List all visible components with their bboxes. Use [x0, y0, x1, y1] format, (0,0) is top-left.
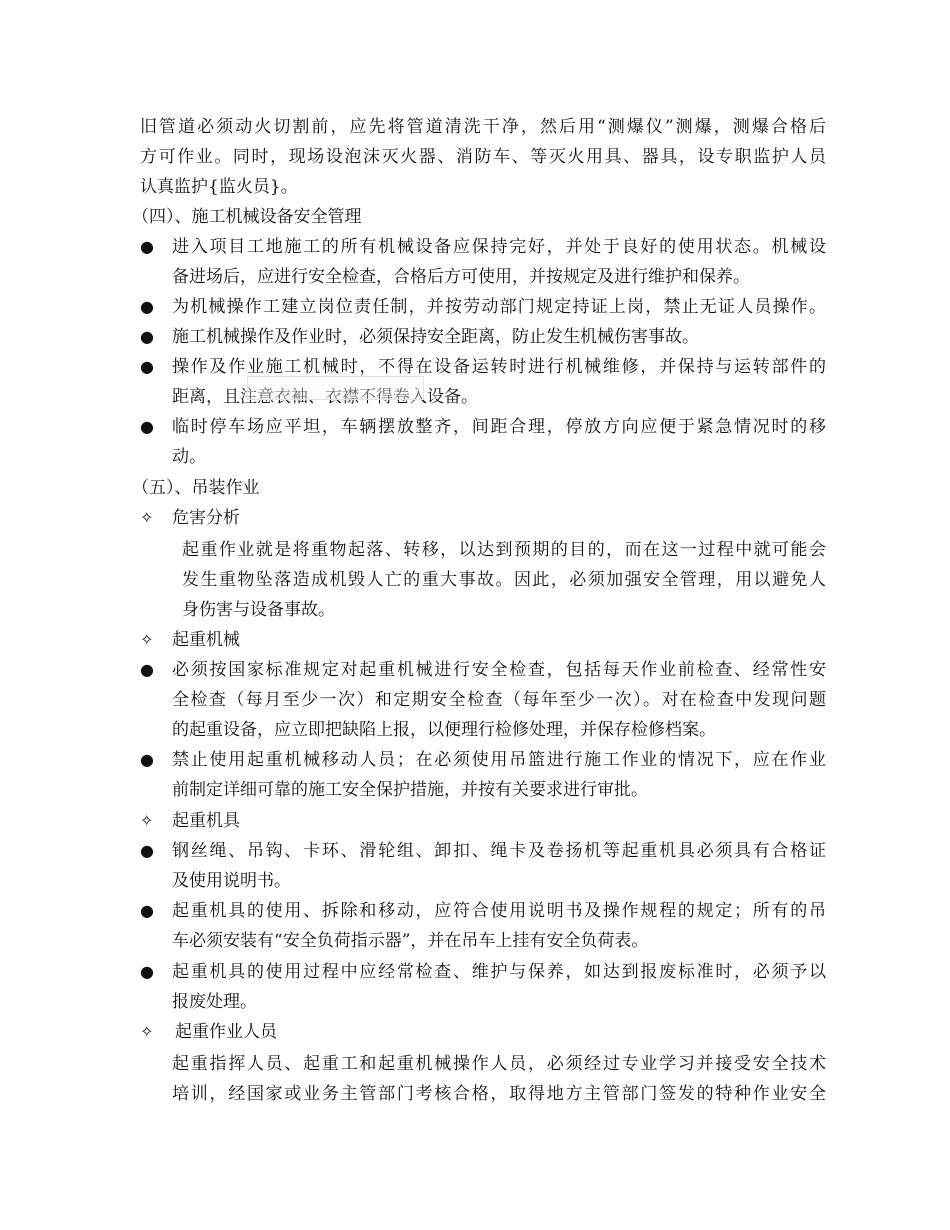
- diamond-marker: ✧: [140, 630, 154, 649]
- machinery-bullet2-line2: 前制定详细可靠的施工安全保护措施，并按有关要求进行审批。: [172, 780, 648, 800]
- s4-bullet5-line2: 动。: [172, 447, 206, 467]
- personnel-line-1: 起重指挥人员、起重工和起重机械操作人员，必须经过专业学习并接受安全技术: [172, 1054, 826, 1074]
- s4-bullet1-line2: 备进场后，应进行安全检查，合格后方可使用，并按规定及进行维护和保养。: [172, 267, 750, 287]
- s4-bullet2-line1: 为机械操作工建立岗位责任制，并按劳动部门规定持证上岗，禁止无证人员操作。: [172, 297, 826, 317]
- bullet-dot: ●: [140, 901, 154, 920]
- s4-bullet4-line2: 距离，且注意衣袖、衣襟不得卷入设备。: [172, 387, 478, 407]
- diamond-marker: ✧: [140, 508, 154, 527]
- watermark-box: [247, 376, 424, 400]
- machinery-bullet1-line3: 的起重设备，应立即把缺陷上报，以便理行检修处理，并保存检修档案。: [172, 720, 716, 740]
- bullet-dot: ●: [140, 357, 154, 376]
- subheading-machinery: 起重机械: [172, 630, 240, 650]
- hazard-line-1: 起重作业就是将重物起落、转移，以达到预期的目的，而在这一过程中就可能会: [182, 540, 826, 560]
- section-heading-4: （四）、施工机械设备安全管理: [132, 207, 362, 227]
- subheading-hazard: 危害分析: [172, 508, 240, 528]
- bullet-dot: ●: [140, 841, 154, 860]
- tools-bullet2-line1: 起重机具的使用、拆除和移动，应符合使用说明书及操作规程的规定；所有的吊: [172, 901, 826, 921]
- bullet-dot: ●: [140, 327, 154, 346]
- intro-line-3: 认真监护{监火员}。: [140, 177, 298, 197]
- hazard-line-3: 身伤害与设备事故。: [182, 600, 335, 620]
- bullet-dot: ●: [140, 660, 154, 679]
- s4-bullet5-line1: 临时停车场应平坦，车辆摆放整齐，间距合理，停放方向应便于紧急情况时的移: [172, 417, 826, 437]
- tools-bullet3-line1: 起重机具的使用过程中应经常检查、维护与保养，如达到报废标准时，必须予以: [172, 962, 826, 982]
- subheading-personnel: 起重作业人员: [175, 1022, 277, 1042]
- diamond-marker: ✧: [140, 1022, 154, 1041]
- tools-bullet3-line2: 报废处理。: [172, 992, 257, 1012]
- personnel-line-2: 培训，经国家或业务主管部门考核合格，取得地方主管部门签发的特种作业安全: [172, 1084, 826, 1104]
- machinery-bullet1-line1: 必须按国家标准规定对起重机械进行安全检查，包括每天作业前检查、经常性安: [172, 660, 826, 680]
- subheading-tools: 起重机具: [172, 811, 240, 831]
- s4-bullet3-line1: 施工机械操作及作业时，必须保持安全距离，防止发生机械伤害事故。: [172, 327, 699, 347]
- bullet-dot: ●: [140, 750, 154, 769]
- hazard-line-2: 发生重物坠落造成机毁人亡的重大事故。因此，必须加强安全管理，用以避免人: [182, 570, 826, 590]
- tools-bullet1-line1: 钢丝绳、吊钩、卡环、滑轮组、卸扣、绳卡及卷扬机等起重机具必须具有合格证: [172, 841, 826, 861]
- tools-bullet2-line2: 车必须安装有“安全负荷指示器”，并在吊车上挂有安全负荷表。: [172, 931, 649, 951]
- intro-line-2: 方可作业。同时，现场设泡沫灭火器、消防车、等灭火用具、器具，设专职监护人员: [140, 147, 826, 167]
- machinery-bullet2-line1: 禁止使用起重机械移动人员；在必须使用吊篮进行施工作业的情况下，应在作业: [172, 750, 826, 770]
- bullet-dot: ●: [140, 417, 154, 436]
- machinery-bullet1-line2: 全检查（每月至少一次）和定期安全检查（每年至少一次）。对在检查中发现问题: [172, 690, 826, 710]
- tools-bullet1-line2: 及使用说明书。: [172, 871, 291, 891]
- s4-bullet1-line1: 进入项目工地施工的所有机械设备应保持完好，并处于良好的使用状态。机械设: [172, 237, 826, 257]
- section-heading-5: （五）、吊装作业: [132, 478, 260, 498]
- bullet-dot: ●: [140, 297, 154, 316]
- bullet-dot: ●: [140, 962, 154, 981]
- bullet-dot: ●: [140, 237, 154, 256]
- s4-bullet4-line1: 操作及作业施工机械时，不得在设备运转时进行机械维修，并保持与运转部件的: [172, 357, 826, 377]
- intro-line-1: 旧管道必须动火切割前，应先将管道清洗干净，然后用“测爆仪”测爆，测爆合格后: [140, 117, 826, 137]
- diamond-marker: ✧: [140, 811, 154, 830]
